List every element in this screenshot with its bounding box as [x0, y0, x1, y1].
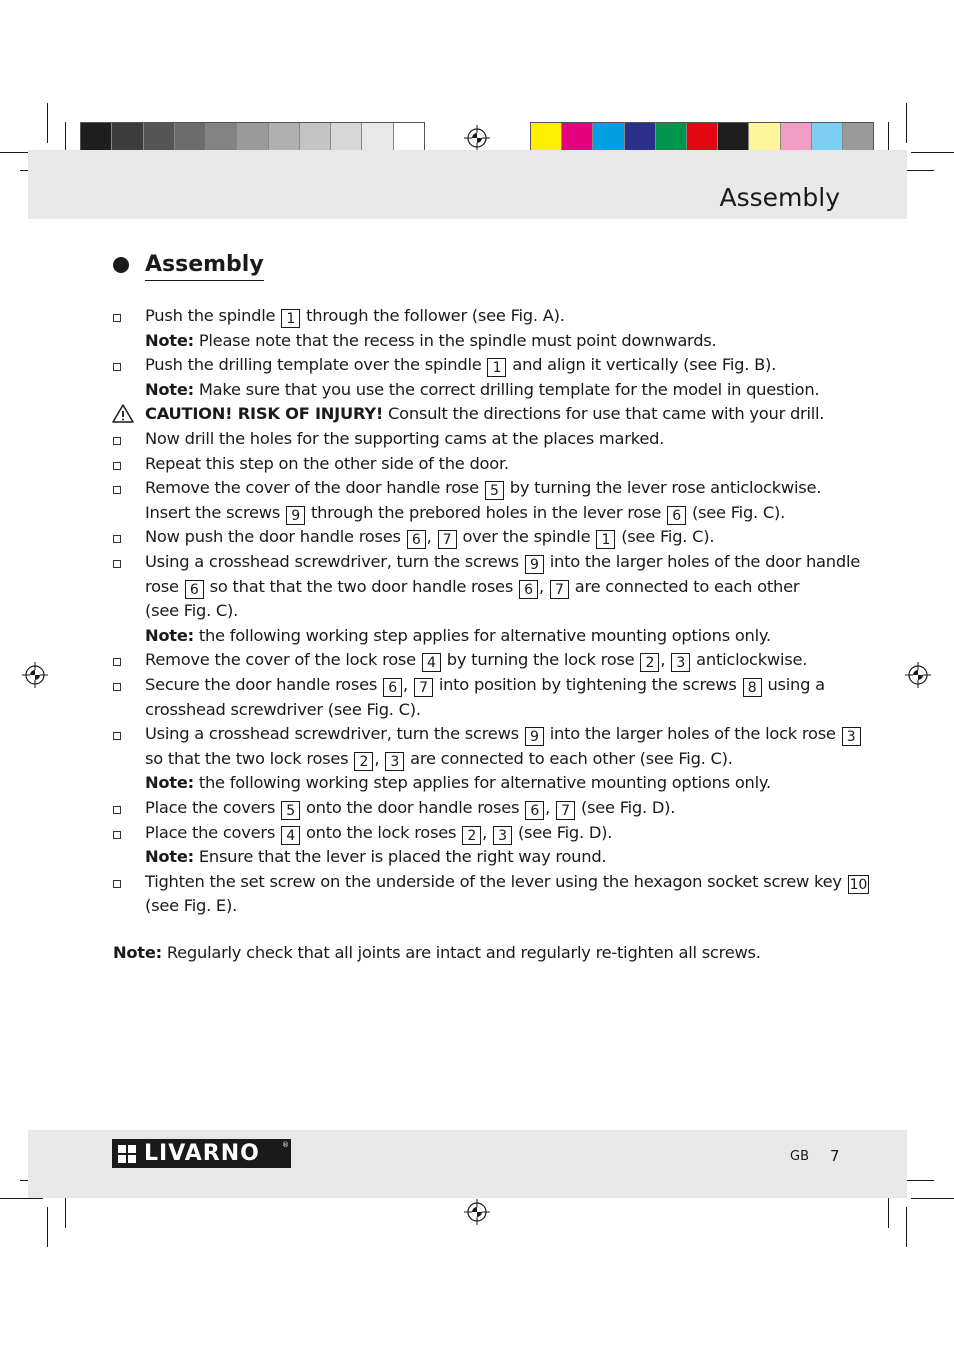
- gray-swatch: [394, 123, 424, 153]
- part-number-box: 3: [385, 752, 404, 771]
- instruction-line: [145, 503, 785, 525]
- checkbox-bullet-icon: [113, 880, 121, 888]
- color-swatch: [593, 123, 624, 153]
- instruction-text: Place the covers: [145, 822, 281, 842]
- part-number-box: 6: [525, 801, 544, 820]
- instruction-text: so that that the two door handle roses: [204, 576, 518, 596]
- part-number-box: 2: [462, 826, 481, 845]
- part-number-box: 9: [525, 727, 544, 746]
- part-number-box: 3: [493, 826, 512, 845]
- bold-label: Note:: [145, 847, 194, 867]
- instruction-text: (see Fig. D).: [576, 798, 676, 817]
- instruction-line: [145, 724, 862, 746]
- page-number: 7: [830, 1147, 840, 1165]
- instruction-text: Using a crosshead screwdriver, turn the screws: [145, 724, 524, 744]
- instruction-line: [145, 847, 606, 867]
- instruction-line: [145, 700, 421, 720]
- part-number-box: 5: [485, 481, 504, 500]
- checkbox-bullet-icon: [113, 683, 121, 691]
- part-number-box: 1: [487, 358, 506, 377]
- bold-label: CAUTION! RISK OF INJURY!: [145, 404, 384, 424]
- part-number-box: 9: [525, 555, 544, 574]
- checkbox-bullet-icon: [113, 732, 121, 740]
- instruction-line: [145, 749, 733, 771]
- instruction-line: [145, 380, 819, 400]
- instruction-text: are connected to each other: [569, 576, 800, 596]
- instruction-text: into the larger holes of the door handle: [544, 552, 860, 571]
- instruction-text: (see Fig. D).: [513, 822, 613, 842]
- instruction-text: ,: [538, 576, 549, 596]
- color-swatch: [625, 123, 656, 153]
- instruction-text: ,: [426, 527, 437, 547]
- instruction-text: Now push the door handle roses: [145, 527, 406, 547]
- instruction-line: [145, 823, 612, 845]
- instruction-line: [145, 404, 824, 424]
- instruction-text: crosshead screwdriver (see Fig. C).: [145, 699, 421, 719]
- part-number-box: 6: [519, 580, 538, 599]
- part-number-box: 1: [281, 309, 300, 328]
- instruction-line: [145, 306, 565, 328]
- part-number-box: 9: [286, 506, 305, 525]
- color-swatch: [687, 123, 718, 153]
- instruction-text: over the spindle: [457, 527, 596, 547]
- part-number-box: 3: [842, 727, 861, 746]
- instruction-line: [145, 454, 509, 474]
- part-number-box: 6: [407, 530, 426, 549]
- part-number-box: 2: [354, 752, 373, 771]
- gray-swatch: [144, 123, 175, 153]
- crop-mark: [906, 103, 907, 143]
- instruction-line: [145, 355, 776, 377]
- checkbox-bullet-icon: [113, 486, 121, 494]
- warning-triangle-icon: [112, 404, 134, 423]
- instruction-line: [145, 601, 238, 621]
- final-note-text: Regularly check that all joints are intact and regularly re-tighten all screws.: [161, 943, 761, 962]
- color-swatch: [843, 123, 873, 153]
- logo-text: LIVARNO: [144, 1141, 260, 1166]
- instruction-text: ,: [482, 822, 493, 842]
- instruction-text: by turning the lock rose: [441, 650, 640, 670]
- checkbox-bullet-icon: [113, 462, 121, 470]
- crop-mark: [47, 1207, 48, 1247]
- instruction-text: through the follower (see Fig. A).: [301, 306, 565, 325]
- part-number-box: 7: [550, 580, 569, 599]
- checkbox-bullet-icon: [113, 831, 121, 839]
- instruction-text: ,: [403, 675, 413, 694]
- instruction-text: ,: [374, 748, 385, 768]
- instruction-text: Consult the directions for use that came with your drill.: [383, 404, 825, 424]
- logo-registered-mark: ®: [282, 1141, 289, 1149]
- instruction-line: [145, 675, 825, 697]
- instruction-line: [145, 650, 807, 672]
- logo-grid-icon: [118, 1145, 136, 1163]
- instruction-line: [145, 798, 675, 820]
- registration-mark-icon: [464, 125, 490, 151]
- gray-swatch: [81, 123, 112, 153]
- instruction-text: ,: [660, 650, 671, 670]
- instruction-text: Ensure that the lever is placed the right way round.: [193, 847, 607, 867]
- instruction-text: (see Fig. C).: [145, 601, 239, 621]
- bold-label: Note:: [145, 379, 194, 399]
- registration-mark-icon: [464, 1199, 490, 1225]
- crop-mark: [906, 1207, 907, 1247]
- page-header-title: Assembly: [719, 183, 840, 212]
- color-swatch: [656, 123, 687, 153]
- instruction-line: [145, 527, 714, 549]
- instruction-text: by turning the lever rose anticlockwise.: [504, 478, 822, 498]
- color-swatch: [531, 123, 562, 153]
- instruction-line: [145, 577, 799, 599]
- part-number-box: 2: [640, 653, 659, 672]
- instruction-text: Now drill the holes for the supporting cams at the places marked.: [145, 429, 665, 448]
- livarno-logo: [112, 1139, 291, 1168]
- instruction-line: [145, 626, 771, 646]
- instruction-text: Push the drilling template over the spindle: [145, 355, 487, 375]
- final-note-label: Note:: [113, 943, 162, 962]
- instruction-line: [145, 773, 771, 793]
- instruction-text: Make sure that you use the correct drilling template for the model in question.: [193, 379, 820, 399]
- instruction-text: are connected to each other (see Fig. C).: [405, 748, 733, 768]
- part-number-box: 4: [422, 653, 441, 672]
- part-number-box: 7: [438, 530, 457, 549]
- instruction-text: rose: [145, 576, 184, 596]
- instruction-line: [145, 872, 870, 894]
- instruction-text: Insert the screws: [145, 502, 286, 522]
- instruction-text: Secure the door handle roses: [145, 675, 383, 694]
- instruction-text: Tighten the set screw on the underside of the lever using the hexagon socket screw key: [145, 871, 847, 891]
- part-number-box: 7: [556, 801, 575, 820]
- color-swatch: [749, 123, 780, 153]
- gray-swatch: [362, 123, 393, 153]
- instruction-text: through the prebored holes in the lever rose: [306, 502, 667, 522]
- instruction-text: the following working step applies for alternative mounting options only.: [193, 625, 771, 645]
- instruction-text: into the larger holes of the lock rose: [544, 724, 841, 744]
- checkbox-bullet-icon: [113, 314, 121, 322]
- part-number-box: 1: [596, 530, 615, 549]
- color-swatch: [812, 123, 843, 153]
- checkbox-bullet-icon: [113, 535, 121, 543]
- registration-mark-icon: [905, 662, 931, 688]
- bold-label: Note:: [145, 773, 194, 793]
- gray-swatch: [269, 123, 300, 153]
- bold-label: Note:: [145, 625, 194, 645]
- checkbox-bullet-icon: [113, 806, 121, 814]
- crop-mark: [911, 1198, 954, 1199]
- instruction-line: [145, 331, 716, 351]
- color-swatch: [718, 123, 749, 153]
- instruction-text: using a: [762, 675, 825, 694]
- gray-swatch: [112, 123, 143, 153]
- gray-swatch: [175, 123, 206, 153]
- instruction-text: anticlockwise.: [691, 650, 808, 670]
- instruction-text: into position by tightening the screws: [433, 675, 742, 694]
- instruction-text: (see Fig. C).: [616, 527, 715, 547]
- gray-swatch: [300, 123, 331, 153]
- instruction-text: Repeat this step on the other side of the door.: [145, 453, 509, 473]
- part-number-box: 4: [281, 826, 300, 845]
- part-number-box: 6: [185, 580, 204, 599]
- part-number-box: 3: [671, 653, 690, 672]
- bold-label: Note:: [145, 330, 194, 350]
- checkbox-bullet-icon: [113, 658, 121, 666]
- instruction-text: Push the spindle: [145, 306, 281, 325]
- instruction-text: Please note that the recess in the spindle must point downwards.: [193, 330, 717, 350]
- instruction-text: Remove the cover of the lock rose: [145, 650, 421, 670]
- instruction-text: Place the covers: [145, 798, 281, 817]
- gray-swatch: [237, 123, 268, 153]
- instruction-text: onto the lock roses: [301, 822, 462, 842]
- crop-mark: [65, 1196, 66, 1228]
- instruction-text: and align it vertically (see Fig. B).: [507, 355, 777, 375]
- instruction-line: [145, 896, 237, 916]
- checkbox-bullet-icon: [113, 363, 121, 371]
- part-number-box: 10: [849, 876, 867, 893]
- instruction-text: so that the two lock roses: [145, 748, 354, 768]
- part-number-box: 6: [383, 678, 402, 697]
- crop-mark: [911, 152, 954, 153]
- checkbox-bullet-icon: [113, 437, 121, 445]
- part-number-box: 7: [414, 678, 433, 697]
- section-title: Assembly: [145, 250, 264, 281]
- instruction-line: [145, 552, 860, 574]
- gray-swatch: [206, 123, 237, 153]
- crop-mark: [0, 1198, 43, 1199]
- crop-mark: [888, 1196, 889, 1228]
- final-note: [113, 943, 761, 963]
- instruction-text: the following working step applies for alternative mounting options only.: [193, 773, 771, 793]
- registration-mark-icon: [22, 662, 48, 688]
- instruction-text: (see Fig. E).: [145, 896, 237, 916]
- instruction-line: [145, 429, 664, 449]
- color-swatch: [781, 123, 812, 153]
- section-bullet-icon: [113, 257, 129, 273]
- part-number-box: 6: [667, 506, 686, 525]
- language-code: GB: [790, 1149, 809, 1164]
- instruction-text: Using a crosshead screwdriver, turn the screws: [145, 552, 524, 571]
- instruction-text: ,: [545, 798, 556, 817]
- part-number-box: 8: [743, 678, 762, 697]
- gray-swatch: [331, 123, 362, 153]
- color-swatch: [562, 123, 593, 153]
- instruction-text: (see Fig. C).: [687, 502, 786, 522]
- checkbox-bullet-icon: [113, 560, 121, 568]
- crop-mark: [47, 103, 48, 143]
- instruction-text: onto the door handle roses: [301, 798, 525, 817]
- part-number-box: 5: [281, 801, 300, 820]
- instruction-text: Remove the cover of the door handle rose: [145, 478, 484, 498]
- instruction-line: [145, 478, 821, 500]
